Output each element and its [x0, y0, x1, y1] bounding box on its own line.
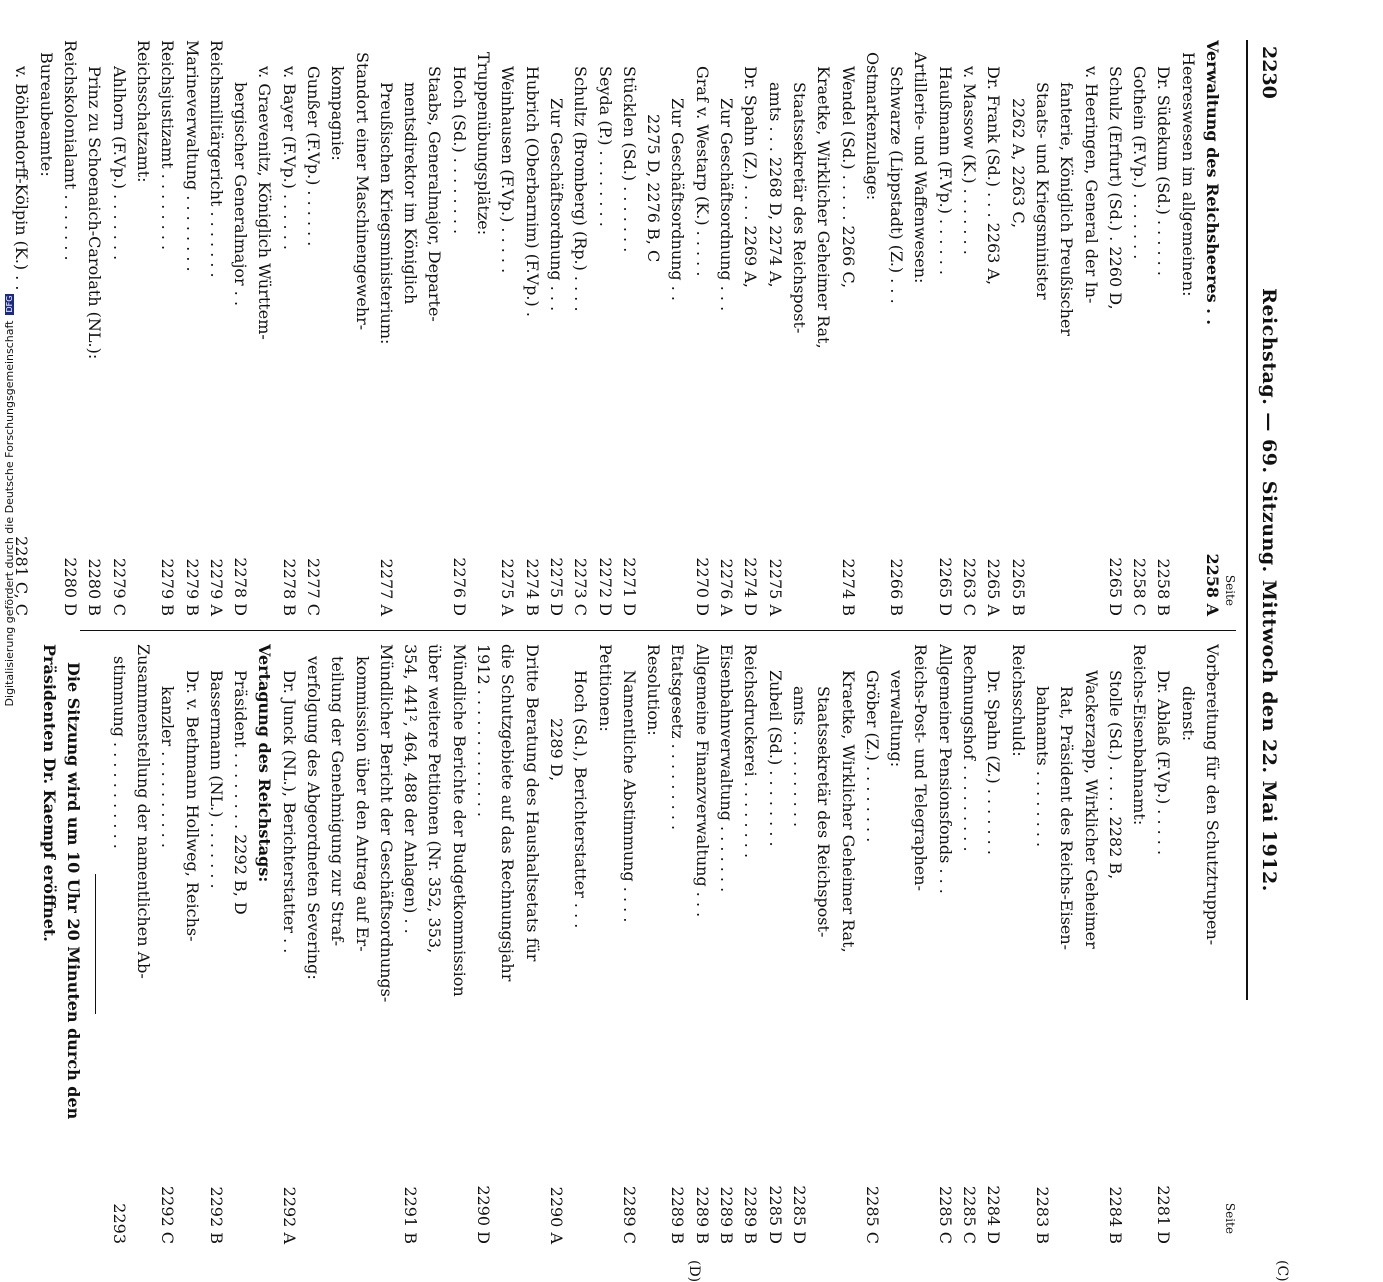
right-entry-text: Stolle (Sd.) . . . . . 2282 B,: [1105, 670, 1125, 880]
left-entry-text: Preußischen Kriegsministerium:: [376, 82, 396, 345]
left-entry-page-ref: 2265 D: [935, 557, 955, 616]
left-entry-page-ref: 2275 A: [498, 558, 518, 616]
right-entry-text: Rechnungshof . . . . . . . . .: [960, 644, 980, 852]
right-entry-page-ref: 2284 D: [984, 1185, 1004, 1244]
right-entry-text: Hoch (Sd.), Berichterstatter . . .: [571, 670, 591, 929]
left-entry-text: Kraetke, Wirklicher Geheimer Rat,: [814, 66, 834, 349]
left-entry-text: bergischer Generalmajor . .: [231, 82, 251, 307]
right-entry-text: Zusammenstellung der namentlichen Ab-: [133, 644, 153, 979]
right-entry: [738, 644, 762, 1244]
left-entry-page-ref: 2274 B: [838, 558, 858, 616]
right-entry-text: kommission über den Antrag auf Er-: [352, 656, 372, 952]
right-entry-page-ref: 2292 A: [279, 1186, 299, 1244]
seite-label-left: Seite: [1223, 574, 1237, 606]
right-entry-page-ref: 2290 D: [474, 1185, 494, 1244]
right-entry-text: Dritte Beratung des Haushaltsetats für: [522, 644, 542, 962]
right-entry-text: Resolution:: [644, 644, 664, 736]
left-entry-text: Bureaubeamte:: [36, 52, 56, 177]
right-entry-page-ref: 2289 B: [741, 1186, 761, 1244]
right-entry: [276, 644, 300, 1244]
right-entry-text: 1912 . . . . . . . . . . . . .: [474, 644, 494, 817]
left-entry: [714, 40, 738, 616]
right-entry: [1151, 644, 1175, 1244]
right-entry: [981, 644, 1005, 1244]
left-entry: [689, 40, 713, 616]
right-entry-page-ref: 2285 C: [960, 1185, 980, 1244]
left-entry: [1151, 40, 1175, 616]
left-entry: [811, 40, 835, 616]
left-entry-text: v. Massow (K.) . . . . . . .: [960, 66, 980, 255]
left-entry: [738, 40, 762, 616]
right-entry: [1127, 644, 1151, 1244]
left-entry: [398, 40, 422, 616]
right-entry: [325, 644, 349, 1244]
left-entry-text: v. Heeringen, General der In-: [1081, 66, 1101, 304]
right-entry-text: verwaltung:: [887, 670, 907, 768]
left-entry: [665, 40, 689, 616]
right-entry-page-ref: 2285 C: [935, 1185, 955, 1244]
right-entry: [811, 644, 835, 1244]
right-entry-text: über weitere Petitionen (Nr. 352, 353,: [425, 644, 445, 954]
right-entry: [544, 644, 568, 1244]
right-entry-text: Vertagung des Reichstags:: [255, 644, 275, 883]
left-entry-text: fanterie, Königlich Preußischer: [1057, 82, 1077, 337]
right-entry-text: dienst:: [1178, 686, 1198, 742]
right-entry: [1200, 644, 1224, 1244]
right-entry-text: verfolgung des Abgeordneten Severing:: [304, 656, 324, 980]
left-entry: [82, 40, 106, 616]
right-entry-page-ref: 2292 C: [158, 1185, 178, 1244]
right-entry-text: Kraetke, Wirklicher Geheimer Rat,: [838, 670, 858, 953]
left-entry-page-ref: 2276 A: [717, 558, 737, 616]
left-entry-page-ref: 2278 D: [231, 557, 251, 616]
left-entry-text: Schulz (Erfurt) (Sd.) . 2260 D,: [1105, 66, 1125, 310]
right-entry-text: stimmung . . . . . . . . . . .: [109, 656, 129, 849]
page-header: [1246, 40, 1292, 1000]
right-entry-page-ref: 2283 B: [1032, 1186, 1052, 1244]
right-entry-text: Wackerzapp, Wirklicher Geheimer: [1081, 670, 1101, 949]
left-entry: [58, 40, 82, 616]
left-entry: [33, 40, 57, 616]
left-entry-text: Artillerie- und Waffenwesen:: [911, 52, 931, 284]
left-entry-text: Haußmann (F.Vp.) . . . . . .: [935, 66, 955, 275]
left-entry-page-ref: 2258 A: [1203, 553, 1222, 616]
left-entry: [1054, 40, 1078, 616]
right-entry-page-ref: 2291 B: [401, 1186, 421, 1244]
right-entry: [155, 644, 179, 1244]
right-entry: [422, 644, 446, 1244]
left-entry: [932, 40, 956, 616]
left-entry-page-ref: 2276 D: [449, 557, 469, 616]
left-entry: [1030, 40, 1054, 616]
footer-credit: [0, 0, 18, 1000]
page-title: Reichstag. — 69. Sitzung. Mittwoch den 22. Mai 1912.: [1258, 288, 1280, 892]
right-entry: [617, 644, 641, 1244]
left-entry: [908, 40, 932, 616]
left-entry-page-ref: 2265 D: [1105, 557, 1125, 616]
right-column: [40, 644, 1237, 1244]
left-entry-page-ref: 2278 B: [279, 558, 299, 616]
right-entry-text: Reichs-Post- und Telegraphen-: [911, 644, 931, 891]
right-entry-text: Namentliche Abstimmung . . . .: [619, 670, 639, 923]
left-entry-text: v. Böhlendorff-Kölpin (K.) . .: [12, 66, 32, 291]
left-entry: [1200, 40, 1224, 616]
left-entry-page-ref: 2273 C: [571, 557, 591, 616]
right-entry: [131, 644, 155, 1244]
left-entry: [106, 40, 130, 616]
right-entry: [1078, 644, 1102, 1244]
right-entry-page-ref: 2290 A: [546, 1186, 566, 1244]
right-entry: [932, 644, 956, 1244]
left-entry-text: Stücklen (Sd.) . . . . . . .: [619, 66, 639, 253]
right-entry-list: [106, 644, 1224, 1244]
left-entry-page-ref: 2279 A: [206, 558, 226, 616]
left-entry-text: Heereswesen im allgemeinen:: [1178, 52, 1198, 297]
left-entry-text: Zur Geschäftsordnung . . .: [717, 98, 737, 312]
left-entry-page-ref: 2280 B: [85, 558, 105, 616]
left-entry-text: Hoch (Sd.) . . . . . . . .: [449, 66, 469, 235]
right-entry-text: 2289 D,: [546, 718, 566, 782]
right-entry: [592, 644, 616, 1244]
left-entry-text: Dr. Spahn (Z.) . . . . 2269 A,: [741, 66, 761, 288]
left-entry-text: Wendel (Sd.) . . . . . 2266 C,: [838, 66, 858, 289]
right-entry-text: kanzler . . . . . . . . . .: [158, 686, 178, 848]
right-entry-page-ref: 2285 D: [789, 1185, 809, 1244]
closing-line-1: Die Sitzung wird um 10 Uhr 20 Minuten durch den: [64, 662, 84, 1120]
right-entry-text: Rat, Präsident des Reichs-Eisen-: [1057, 686, 1077, 951]
left-entry-text: Verwaltung des Reichsheeres . .: [1203, 40, 1222, 325]
left-entry-text: Graf v. Westarp (K.) . . . . .: [692, 66, 712, 277]
right-entry-text: Mündliche Berichte der Budgetkommission: [449, 644, 469, 997]
left-entry: [787, 40, 811, 616]
left-entry-page-ref: 2258 B: [1154, 558, 1174, 616]
right-entry-page-ref: 2289 B: [668, 1186, 688, 1244]
left-entry-text: Dr. Frank (Sd.) . . . 2263 A,: [984, 66, 1004, 286]
right-entry: [787, 644, 811, 1244]
right-entry-text: Vorbereitung für den Schutztruppen-: [1203, 644, 1222, 946]
left-entry: [1103, 40, 1127, 616]
right-entry: [204, 644, 228, 1244]
right-entry: [1103, 644, 1127, 1244]
left-entry-page-ref: 2279 C: [109, 557, 129, 616]
left-entry-page-ref: 2277 A: [376, 558, 396, 616]
page-number: 2230: [1258, 46, 1280, 99]
right-entry-page-ref: 2281 D: [1154, 1185, 1174, 1244]
right-entry-text: Reichsschuld:: [1008, 644, 1028, 757]
footer-text: Digitalisierung gefördert durch die Deutsche Forschungsgemeinschaft: [2, 320, 16, 707]
right-entry: [714, 644, 738, 1244]
left-entry-text: amts . . . 2268 D, 2274 A,: [765, 82, 785, 288]
left-entry: [447, 40, 471, 616]
right-entry: [665, 644, 689, 1244]
right-entry-page-ref: 2289 C: [619, 1185, 639, 1244]
left-entry-page-ref: 2274 B: [522, 558, 542, 616]
left-entry-text: mentsdirektor im Königlich: [401, 82, 421, 305]
right-entry-page-ref: 2289 B: [692, 1186, 712, 1244]
right-entry: [519, 644, 543, 1244]
right-entry: [568, 644, 592, 1244]
left-entry-text: Gothein (F.Vp.) . . . . . . .: [1130, 66, 1150, 260]
right-entry-text: Reichs-Eisenbahnamt:: [1130, 644, 1150, 826]
left-entry-page-ref: 2277 C: [304, 557, 324, 616]
right-entry-text: Dr. Ablaß (F.Vp.) . . . . .: [1154, 670, 1174, 856]
right-entry-text: Reichsdruckerei . . . . . . . .: [741, 644, 761, 859]
right-entry-text: Eisenbahnverwaltung . . . . . . .: [717, 644, 737, 893]
left-entry-list: [9, 40, 1224, 616]
left-entry-text: Reichsmilitärgericht . . . . . . .: [206, 40, 226, 278]
right-entry: [641, 644, 665, 1244]
right-entry-text: Allgemeiner Pensionsfonds . . .: [935, 644, 955, 894]
left-entry-page-ref: 2258 C: [1130, 557, 1150, 616]
right-entry-page-ref: 2285 D: [765, 1185, 785, 1244]
right-entry: [374, 644, 398, 1244]
right-entry: [860, 644, 884, 1244]
left-entry: [1005, 40, 1029, 616]
margin-letter-c: (C): [1274, 1260, 1290, 1282]
left-entry-text: Seyda (P.) . . . . . . . .: [595, 66, 615, 227]
left-entry-text: v. Bayer (F.Vp.) . . . . . .: [279, 66, 299, 250]
left-entry-text: Schultz (Bromberg) (Rp.) . . . .: [571, 66, 591, 312]
right-entry: [1054, 644, 1078, 1244]
right-entry: [471, 644, 495, 1244]
right-entry: [495, 644, 519, 1244]
left-entry: [204, 40, 228, 616]
left-entry-text: Weinhausen (F.Vp.) . . . . .: [498, 66, 518, 274]
right-entry-text: Gröber (Z.) . . . . . . . .: [862, 670, 882, 843]
left-entry-page-ref: 2274 D: [741, 557, 761, 616]
left-entry-text: v. Graevenitz, Königlich Württem-: [255, 66, 275, 340]
left-entry: [131, 40, 155, 616]
left-entry-page-ref: 2281 C, C: [12, 536, 32, 616]
left-entry: [301, 40, 325, 616]
right-entry-text: Präsident . . . . . . . . 2292 B, D: [231, 670, 251, 915]
left-entry-text: Zur Geschäftsordnung . .: [668, 98, 688, 302]
left-entry: [471, 40, 495, 616]
left-entry-text: Zur Geschäftsordnung . . .: [546, 98, 566, 312]
left-entry-page-ref: 2271 D: [619, 557, 639, 616]
left-entry: [884, 40, 908, 616]
left-entry: [374, 40, 398, 616]
seite-label-right: Seite: [1223, 1202, 1237, 1234]
left-entry: [544, 40, 568, 616]
left-entry-text: 2275 D, 2276 B, C: [644, 114, 664, 263]
left-entry: [325, 40, 349, 616]
left-entry: [276, 40, 300, 616]
right-entry: [252, 644, 276, 1244]
left-entry-text: Standort einer Maschinengewehr-: [352, 52, 372, 331]
left-column: [12, 40, 1237, 616]
left-entry-page-ref: 2279 B: [182, 558, 202, 616]
left-entry-page-ref: 2279 B: [158, 558, 178, 616]
right-entry-page-ref: 2292 B: [206, 1186, 226, 1244]
right-entry: [349, 644, 373, 1244]
page-content: [12, 40, 1292, 1282]
left-entry-page-ref: 2275 A: [765, 558, 785, 616]
left-entry: [422, 40, 446, 616]
left-entry-page-ref: 2263 C: [960, 557, 980, 616]
left-entry-text: Schwarze (Lippstadt) (Z.) . . .: [887, 66, 907, 304]
left-entry: [228, 40, 252, 616]
right-entry-text: Petitionen:: [595, 644, 615, 732]
left-entry-page-ref: 2266 B: [887, 558, 907, 616]
left-entry: [592, 40, 616, 616]
left-entry: [1127, 40, 1151, 616]
left-entry-text: Ostmarkenzulage:: [862, 52, 882, 201]
right-entry: [689, 644, 713, 1244]
left-entry-text: Prinz zu Schoenaich-Carolath (NL.):: [85, 66, 105, 360]
left-entry-text: Staats- und Kriegsminister: [1032, 82, 1052, 300]
left-entry-page-ref: 2275 D: [546, 557, 566, 616]
left-entry-text: Truppenübungsplätze:: [474, 52, 494, 236]
left-entry: [519, 40, 543, 616]
right-entry-page-ref: 2293: [109, 1203, 129, 1244]
right-entry: [908, 644, 932, 1244]
left-entry: [349, 40, 373, 616]
left-entry-text: 2262 A, 2263 C,: [1008, 98, 1028, 229]
left-entry: [1078, 40, 1102, 616]
left-entry-text: Dr. Südekum (Sd.) . . . . . .: [1154, 66, 1174, 276]
left-entry-text: Reichskolonialamt . . . . . . .: [61, 40, 81, 261]
left-entry-text: Staabs, Generalmajor, Departe-: [425, 66, 445, 322]
left-entry: [252, 40, 276, 616]
left-entry-page-ref: 2270 D: [692, 557, 712, 616]
left-entry: [179, 40, 203, 616]
left-entry-text: kompagnie:: [328, 66, 348, 161]
right-entry-text: Staatssekretär des Reichspost-: [814, 686, 834, 938]
right-entry-page-ref: 2289 B: [717, 1186, 737, 1244]
left-entry-text: Hubrich (Oberbarnim) (F.Vp.) .: [522, 66, 542, 317]
left-entry-text: Marineverwaltung . . . . . . . .: [182, 40, 202, 272]
right-entry-text: Allgemeine Finanzverwaltung . . .: [692, 644, 712, 918]
right-entry: [106, 644, 130, 1244]
right-entry: [835, 644, 859, 1244]
left-entry-page-ref: 2265 A: [984, 558, 1004, 616]
dfg-logo: DFG: [4, 295, 14, 313]
right-entry-text: teilung der Genehmigung zur Straf-: [328, 656, 348, 947]
separator-rule: [95, 874, 96, 1014]
right-entry-text: Etatsgesetz . . . . . . . . .: [668, 644, 688, 831]
right-entry-text: Dr. Spahn (Z.) . . . . . . .: [984, 670, 1004, 855]
left-entry-text: Ahlhorn (F.Vp.) . . . . . . .: [109, 66, 129, 261]
left-entry: [617, 40, 641, 616]
right-entry-text: bahnamts . . . . . . . .: [1032, 686, 1052, 848]
left-entry: [981, 40, 1005, 616]
right-entry: [398, 644, 422, 1244]
right-entry: [957, 644, 981, 1244]
left-entry: [641, 40, 665, 616]
left-entry: [957, 40, 981, 616]
margin-letter-d: (D): [686, 1260, 702, 1282]
right-entry-page-ref: 2285 C: [862, 1185, 882, 1244]
closing-line-2: Präsidenten Dr. Kaempf eröffnet.: [40, 644, 60, 942]
right-entry-text: Bassermann (NL.) . . . . . . .: [206, 670, 226, 889]
column-divider: [80, 630, 1236, 631]
left-entry: [1175, 40, 1199, 616]
left-entry-text: Gunßer (F.Vp.) . . . . . .: [304, 66, 324, 247]
right-entry-text: Dr. Junck (NL.), Berichterstatter . .: [279, 670, 299, 954]
right-entry-text: Zubeil (Sd.) . . . . . . . .: [765, 670, 785, 847]
left-entry-text: Reichsschatzamt:: [133, 40, 153, 183]
right-entry-text: die Schutzgebiete auf das Rechnungsjahr: [498, 644, 518, 982]
left-entry-page-ref: 2272 D: [595, 557, 615, 616]
right-entry-text: Dr. v. Bethmann Hollweg, Reichs-: [182, 670, 202, 942]
right-entry-text: 354, 441², 464, 488 der Anlagen) . .: [401, 644, 421, 934]
right-entry: [1030, 644, 1054, 1244]
right-entry: [179, 644, 203, 1244]
left-entry: [835, 40, 859, 616]
left-entry: [860, 40, 884, 616]
right-entry-page-ref: 2284 B: [1105, 1186, 1125, 1244]
right-entry: [1175, 644, 1199, 1244]
right-entry-text: amts . . . . . . . . . .: [789, 686, 809, 828]
right-entry: [228, 644, 252, 1244]
right-entry: [447, 644, 471, 1244]
left-entry-text: Staatssekretär des Reichspost-: [789, 82, 809, 334]
right-entry-text: Mündlicher Bericht der Geschäftsordnungs-: [376, 644, 396, 1003]
left-entry-page-ref: 2280 D: [61, 557, 81, 616]
left-entry-text: Reichsjustizamt . . . . . . . .: [158, 40, 178, 251]
right-entry: [1005, 644, 1029, 1244]
left-entry: [155, 40, 179, 616]
left-entry: [495, 40, 519, 616]
right-entry: [762, 644, 786, 1244]
left-entry: [762, 40, 786, 616]
right-entry: [301, 644, 325, 1244]
right-entry: [884, 644, 908, 1244]
left-entry-page-ref: 2265 B: [1008, 558, 1028, 616]
left-entry: [568, 40, 592, 616]
